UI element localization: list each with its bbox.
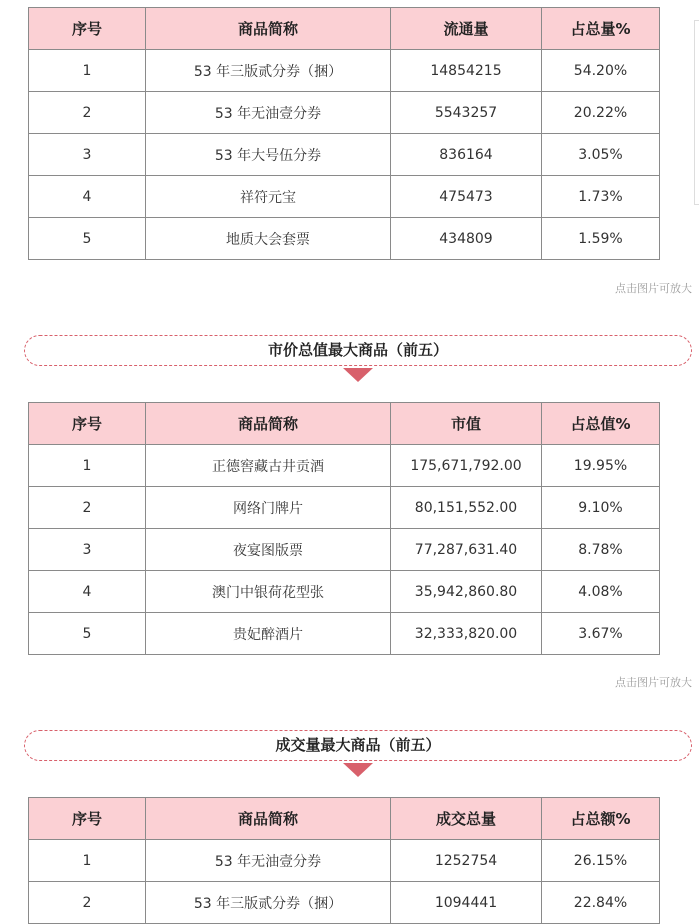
cell-value: 14854215: [391, 50, 542, 92]
cell-name: 53 年无油壹分券: [146, 92, 391, 134]
header-trade-volume: 成交总量: [391, 798, 542, 840]
cell-index: 1: [29, 840, 146, 882]
header-market-value: 市值: [391, 403, 542, 445]
cell-name: 53 年三版贰分券（捆）: [146, 882, 391, 924]
cell-value: 475473: [391, 176, 542, 218]
volume-section-title: 成交量最大商品（前五）: [24, 730, 692, 761]
table-row: [29, 613, 660, 655]
circulation-table[interactable]: [28, 7, 660, 260]
header-name: 商品简称: [146, 8, 391, 50]
cell-percent: 22.84%: [542, 882, 660, 924]
cell-index: 2: [29, 882, 146, 924]
cell-percent: 20.22%: [542, 92, 660, 134]
side-frame-edge: [694, 20, 699, 205]
header-index: 序号: [29, 798, 146, 840]
cell-index: 3: [29, 529, 146, 571]
cell-name: 地质大会套票: [146, 218, 391, 260]
cell-index: 4: [29, 571, 146, 613]
cell-value: 836164: [391, 134, 542, 176]
cell-name: 澳门中银荷花型张: [146, 571, 391, 613]
down-arrow-icon: [343, 368, 373, 382]
cell-name: 夜宴图版票: [146, 529, 391, 571]
cell-value: 35,942,860.80: [391, 571, 542, 613]
cell-percent: 3.67%: [542, 613, 660, 655]
cell-value: 80,151,552.00: [391, 487, 542, 529]
cell-percent: 8.78%: [542, 529, 660, 571]
cell-percent: 1.73%: [542, 176, 660, 218]
table-row: [29, 176, 660, 218]
market-value-table[interactable]: [28, 402, 660, 655]
cell-value: 434809: [391, 218, 542, 260]
cell-value: 32,333,820.00: [391, 613, 542, 655]
market-value-section-title: 市价总值最大商品（前五）: [24, 335, 692, 366]
cell-index: 2: [29, 92, 146, 134]
cell-name: 贵妃醉酒片: [146, 613, 391, 655]
cell-value: 77,287,631.40: [391, 529, 542, 571]
cell-index: 2: [29, 487, 146, 529]
table-row: [29, 92, 660, 134]
cell-percent: 4.08%: [542, 571, 660, 613]
table-row: [29, 487, 660, 529]
enlarge-hint[interactable]: 点击图片可放大: [615, 676, 692, 689]
cell-percent: 19.95%: [542, 445, 660, 487]
table-row: [29, 529, 660, 571]
header-name: 商品简称: [146, 403, 391, 445]
cell-name: 53 年无油壹分券: [146, 840, 391, 882]
header-percent: 占总值%: [542, 403, 660, 445]
cell-percent: 54.20%: [542, 50, 660, 92]
header-percent: 占总额%: [542, 798, 660, 840]
cell-name: 正德窖藏古井贡酒: [146, 445, 391, 487]
table-row: [29, 840, 660, 882]
table-row: [29, 445, 660, 487]
cell-name: 53 年大号伍分券: [146, 134, 391, 176]
cell-index: 1: [29, 50, 146, 92]
cell-percent: 3.05%: [542, 134, 660, 176]
cell-percent: 26.15%: [542, 840, 660, 882]
cell-index: 1: [29, 445, 146, 487]
table-row: [29, 134, 660, 176]
table-header-row: [29, 403, 660, 445]
cell-name: 祥符元宝: [146, 176, 391, 218]
table-row: [29, 218, 660, 260]
cell-index: 4: [29, 176, 146, 218]
cell-index: 5: [29, 218, 146, 260]
cell-value: 5543257: [391, 92, 542, 134]
table-row: [29, 571, 660, 613]
cell-name: 53 年三版贰分券（捆）: [146, 50, 391, 92]
cell-value: 175,671,792.00: [391, 445, 542, 487]
table-header-row: [29, 8, 660, 50]
table-header-row: [29, 798, 660, 840]
cell-value: 1094441: [391, 882, 542, 924]
table-row: [29, 882, 660, 924]
cell-name: 网络门牌片: [146, 487, 391, 529]
cell-index: 5: [29, 613, 146, 655]
header-circulation: 流通量: [391, 8, 542, 50]
cell-index: 3: [29, 134, 146, 176]
cell-value: 1252754: [391, 840, 542, 882]
trade-volume-table[interactable]: [28, 797, 660, 924]
cell-percent: 1.59%: [542, 218, 660, 260]
header-name: 商品简称: [146, 798, 391, 840]
table-row: [29, 50, 660, 92]
header-index: 序号: [29, 403, 146, 445]
enlarge-hint[interactable]: 点击图片可放大: [615, 282, 692, 295]
down-arrow-icon: [343, 763, 373, 777]
header-percent: 占总量%: [542, 8, 660, 50]
cell-percent: 9.10%: [542, 487, 660, 529]
header-index: 序号: [29, 8, 146, 50]
